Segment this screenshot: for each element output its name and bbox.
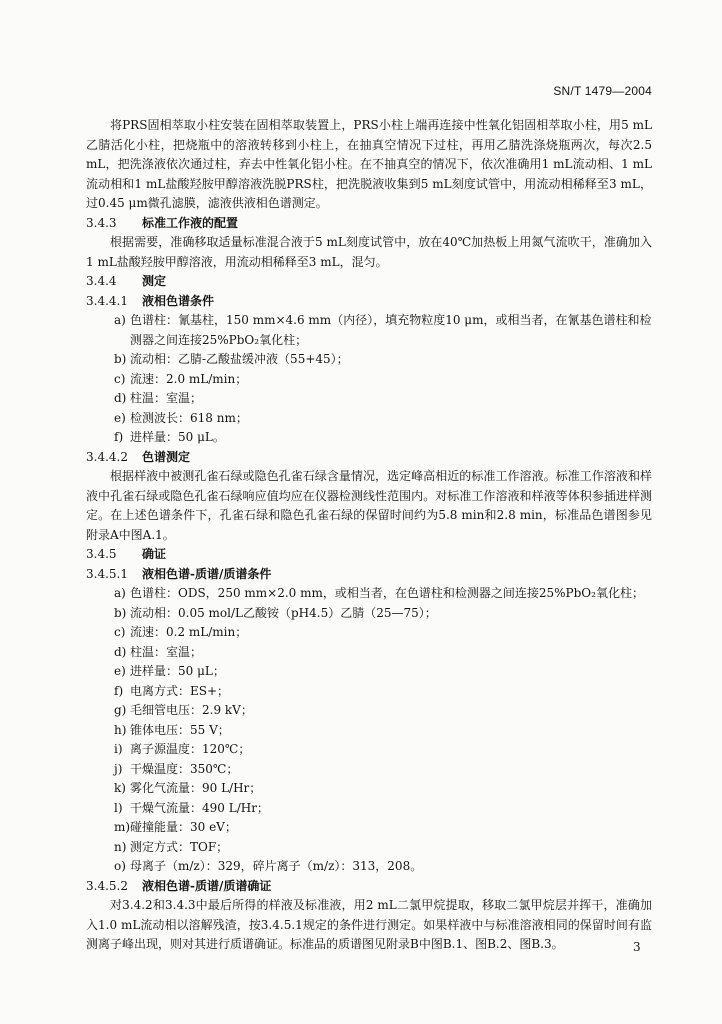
list-item	[86, 838, 652, 858]
list-item	[86, 779, 652, 799]
section-number: 3.4.4.2	[86, 449, 128, 464]
section-number: 3.4.5.2	[86, 878, 128, 893]
item-text: 锥体电压：55 V；	[130, 722, 230, 737]
list-item	[86, 350, 652, 370]
item-text: 测定方式：TOF；	[130, 839, 229, 854]
section-3-4-3-text: 根据需要，准确移取适量标准混合液于5 mL刻度试管中，放在40℃加热板上用氮气流吹干，准确加入1 mL盐酸羟胺甲醇溶液，用流动相稀释至3 mL，混匀。	[86, 235, 652, 269]
section-title: 液相色谱-质谱/质谱确证	[142, 878, 272, 893]
page-number: 3	[633, 940, 641, 954]
item-label: a)	[114, 313, 126, 327]
list-item	[86, 682, 652, 702]
item-label: k)	[114, 781, 126, 795]
item-label: e)	[114, 664, 126, 678]
section-title: 标准工作液的配置	[142, 215, 239, 230]
list-item	[86, 818, 652, 838]
list-item	[86, 623, 652, 643]
item-text: 流动相：乙腈-乙酸盐缓冲液（55+45）；	[130, 352, 349, 366]
list-item	[86, 760, 652, 780]
item-text: 雾化气流量：90 L/Hr；	[130, 781, 262, 795]
item-label: n)	[114, 839, 127, 854]
list-item	[86, 662, 652, 682]
section-title: 液相色谱-质谱/质谱条件	[142, 566, 272, 581]
item-text: 母离子（m/z）：329，碎片离子（m/z）：313，208。	[130, 859, 423, 873]
item-label: b)	[114, 605, 127, 620]
list-item	[86, 409, 652, 429]
section-3-4-5-2-text: 对3.4.2和3.4.3中最后所得的样液及标准液，用2 mL二氯甲烷提取，移取二氯甲烷层并挥干，准确加入1.0 mL流动相以溶解残渣，按3.4.5.1规定的条件进行测定。如果样液中与标准溶液相同的保留时间有监测离子峰出现，则对其进行质谱确证。标准品的质谱图见附录B中图B.1、图B.2、图B.3。	[86, 898, 652, 951]
section-title: 色谱测定	[142, 449, 191, 464]
list-item	[86, 604, 652, 624]
list-item	[86, 311, 652, 350]
list-item	[86, 799, 652, 819]
section-3-4-5-2-heading	[86, 877, 652, 897]
list-item	[86, 701, 652, 721]
section-title: 液相色谱条件	[142, 293, 215, 308]
item-text: 流速：0.2 mL/min；	[130, 625, 248, 639]
item-text: 流动相：0.05 mol/L乙酸铵（pH4.5）乙腈（25—75）；	[130, 605, 437, 620]
list-item	[86, 370, 652, 390]
lcms-conditions-list	[86, 584, 652, 877]
item-text: 电离方式：ES+；	[130, 683, 230, 698]
item-text: 毛细管电压：2.9 kV；	[130, 703, 253, 717]
list-item	[86, 389, 652, 409]
intro-paragraph: 将PRS固相萃取小柱安装在固相萃取装置上，PRS小柱上端再连接中性氧化铝固相萃取小柱，用5 mL乙腈活化小柱，把烧瓶中的溶液转移到小柱上，在抽真空情况下过柱，再用乙腈洗涤烧瓶两次，每次2.5 mL，把洗涤液依次通过柱，弃去中性氧化铝小柱。在不抽真空的情况下，依次准确用1 mL流动相、1 mL流动相和1 mL盐酸羟胺甲醇溶液洗脱PRS柱，把洗脱液收集到5 mL刻度试管中，用流动相稀释至3 mL，过0.45 μm微孔滤膜，滤液供液相色谱测定。	[86, 118, 652, 210]
item-text: 干燥温度：350℃；	[130, 761, 239, 776]
section-3-4-5-heading	[86, 545, 652, 565]
section-3-4-5-1-heading	[86, 565, 652, 585]
item-label: d)	[114, 391, 127, 405]
item-label: o)	[114, 859, 126, 873]
lc-conditions-list	[86, 311, 652, 448]
section-number: 3.4.4	[86, 274, 117, 288]
standard-number: SN/T 1479—2004	[553, 84, 652, 98]
item-text: 离子源温度：120℃；	[130, 742, 251, 756]
list-item	[86, 584, 652, 604]
item-label: g)	[114, 703, 127, 717]
section-number: 3.4.4.1	[86, 293, 128, 308]
section-title: 测定	[142, 274, 167, 288]
item-label: h)	[114, 722, 127, 737]
item-label: d)	[114, 644, 127, 659]
item-label: c)	[114, 625, 126, 639]
list-item	[86, 643, 652, 663]
section-3-4-4-1-heading	[86, 292, 652, 312]
item-label: b)	[114, 352, 127, 366]
item-label: i)	[114, 742, 123, 756]
item-text: 碰撞能量：30 eV；	[130, 820, 237, 834]
item-label: a)	[114, 586, 126, 600]
section-3-4-3-heading	[86, 214, 652, 234]
item-text: 干燥气流量：490 L/Hr；	[130, 800, 269, 815]
list-item	[86, 740, 652, 760]
item-text: 柱温：室温；	[130, 644, 203, 659]
section-number: 3.4.5	[86, 547, 117, 561]
item-text: 流速：2.0 mL/min；	[130, 371, 248, 386]
item-text: 柱温：室温；	[130, 391, 203, 405]
item-text: 色谱柱：氰基柱，150 mm×4.6 mm（内径），填充物粒度10 μm，或相当者，在氰基色谱柱和检测器之间连接25%PbO₂氧化柱；	[130, 313, 652, 347]
item-label: f)	[114, 683, 124, 698]
section-3-4-4-2-heading	[86, 448, 652, 468]
section-3-4-4-heading	[86, 272, 652, 292]
list-item	[86, 857, 652, 877]
item-text: 检测波长：618 nm；	[130, 410, 248, 425]
list-item	[86, 428, 652, 448]
section-3-4-4-2-text: 根据样液中被测孔雀石绿或隐色孔雀石绿含量情况，选定峰高相近的标准工作溶液。标准工作溶液和样液中孔雀石绿或隐色孔雀石绿响应值均应在仪器检测线性范围内。对标准工作溶液和样液等体积参插进样测定。在上述色谱条件下，孔雀石绿和隐色孔雀石绿的保留时间约为5.8 min和2.8 min，标准品色谱图参见附录A中图A.1。	[86, 469, 652, 542]
item-text: 进样量：50 μL。	[130, 430, 225, 444]
section-title: 确证	[142, 547, 167, 561]
item-label: f)	[114, 430, 124, 444]
item-label: m)	[114, 820, 131, 834]
item-label: l)	[114, 800, 123, 815]
item-text: 色谱柱：ODS，250 mm×2.0 mm，或相当者，在色谱柱和检测器之间连接25%PbO₂氧化柱；	[130, 586, 644, 600]
list-item	[86, 721, 652, 741]
document-body	[86, 116, 652, 955]
item-text: 进样量：50 μL；	[130, 664, 225, 678]
section-number: 3.4.3	[86, 215, 117, 230]
item-label: c)	[114, 371, 126, 386]
item-label: j)	[114, 761, 123, 776]
section-number: 3.4.5.1	[86, 566, 128, 581]
item-label: e)	[114, 410, 126, 425]
